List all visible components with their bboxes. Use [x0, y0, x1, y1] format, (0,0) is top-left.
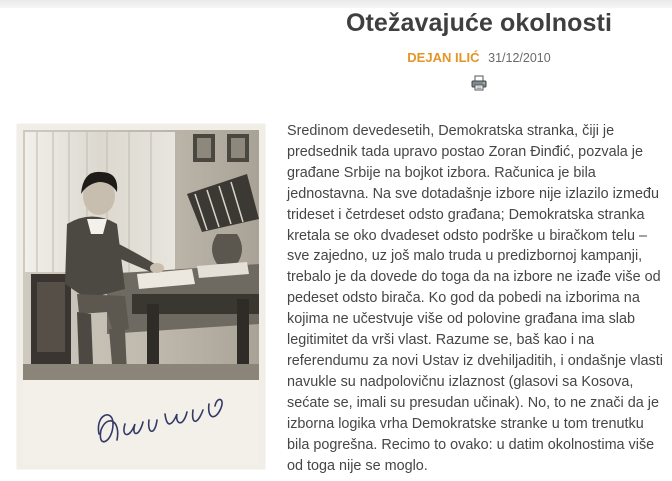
article-body-line: kretala se oko dvadeset odsto podrške u biračkom telu –	[287, 227, 647, 244]
article-photo	[17, 124, 265, 469]
article-body-line: sve zajedno, uz još malo truda u predizbornoj kampanji,	[287, 248, 643, 265]
article-body-line: jednostavna. Na sve dotadašnje izbore nije izlazilo između	[287, 185, 659, 202]
article-body-line: od toga nije se moglo.	[287, 457, 428, 474]
article-body-line: navukle su nadpolovičnu izlaznost (glasovi sa Kosova,	[287, 373, 634, 390]
article-body-line: izborna logika vrha Demokratske stranke u tom trenutku	[287, 415, 644, 432]
article-body-line: legitimitet da vrši vlast. Razume se, baš kao i na	[287, 332, 595, 349]
article-body-line: građane Srbije na bojkot izbora. Računica je bila	[287, 164, 596, 181]
article-body-line: sećate se, imali su presudan učinak). No, to ne znači da je	[287, 394, 659, 411]
article-body-line: trebalo je da dovede do toga da na izbore ne izađe više od	[287, 269, 661, 286]
article-body-line: referendumu za novi Ustav iz dvehiljaditih, i ondašnje vlasti	[287, 352, 663, 369]
printer-icon[interactable]	[471, 75, 487, 91]
author-link[interactable]: DEJAN ILIĆ	[407, 50, 480, 65]
article-body	[287, 121, 663, 476]
article-title: Otežavajuće okolnosti	[345, 9, 613, 37]
article-body-line: Sredinom devedesetih, Demokratska stranka, čiji je	[287, 123, 615, 139]
top-bar	[0, 0, 672, 8]
article-date: 31/12/2010	[488, 51, 551, 65]
article-body-line: pedeset odsto birača. Ko god da pobedi na izborima na	[287, 290, 640, 307]
article-body-line: kojima ne učestvuje više od polovine građana ima slab	[287, 311, 635, 328]
article-body-line: trideset i četrdeset odsto građana; Demokratska stranka	[287, 206, 645, 223]
article-meta	[300, 50, 658, 65]
article-body-line: bila pogrešna. Recimo to ovako: u datim okolnostima više	[287, 436, 655, 453]
article-body-line: predsednik tada upravo postao Zoran Đinđić, pozvala je	[287, 143, 643, 160]
